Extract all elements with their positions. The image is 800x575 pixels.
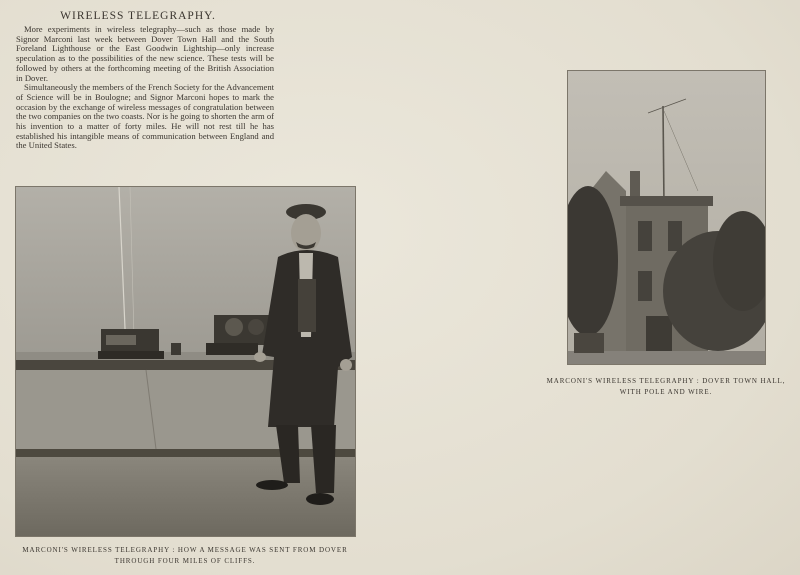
article-paragraph: More experiments in wireless telegraphy—such as those made by Signor Marconi last week between Dover Town Hall and the South Foreland Lighthouse or the East Goodwin Lightship—only increase speculation as to the possibilities of the new science. These tests will be followed by others at the forthcoming meeting of the British Association in Dover. bbox=[16, 24, 274, 83]
article-body bbox=[16, 25, 274, 151]
figure-caption-right bbox=[540, 376, 792, 398]
marconi-apparatus-photo bbox=[15, 186, 356, 537]
dover-town-hall-photo bbox=[567, 70, 766, 365]
caption-line: MARCONI'S WIRELESS TELEGRAPHY : DOVER TOWN HALL, bbox=[546, 377, 786, 385]
figure-caption-left bbox=[15, 545, 355, 567]
caption-line: THROUGH FOUR MILES OF CLIFFS. bbox=[114, 557, 256, 565]
caption-line: WITH POLE AND WIRE. bbox=[619, 388, 713, 396]
article-title: WIRELESS TELEGRAPHY. bbox=[60, 10, 216, 22]
caption-line: MARCONI'S WIRELESS TELEGRAPHY : HOW A MESSAGE WAS SENT FROM DOVER bbox=[22, 546, 348, 554]
article-paragraph: Simultaneously the members of the French Society for the Advancement of Science will be in Boulogne; and Signor Marconi hopes to mark the occasion by the exchange of wireless messages of congratulation between the two companies on the two coasts. Nor is he going to shorten the arm of his invention to a matter of forty miles. He will not rest till he has established his intangible means of communication between England and the United States. bbox=[16, 82, 274, 151]
